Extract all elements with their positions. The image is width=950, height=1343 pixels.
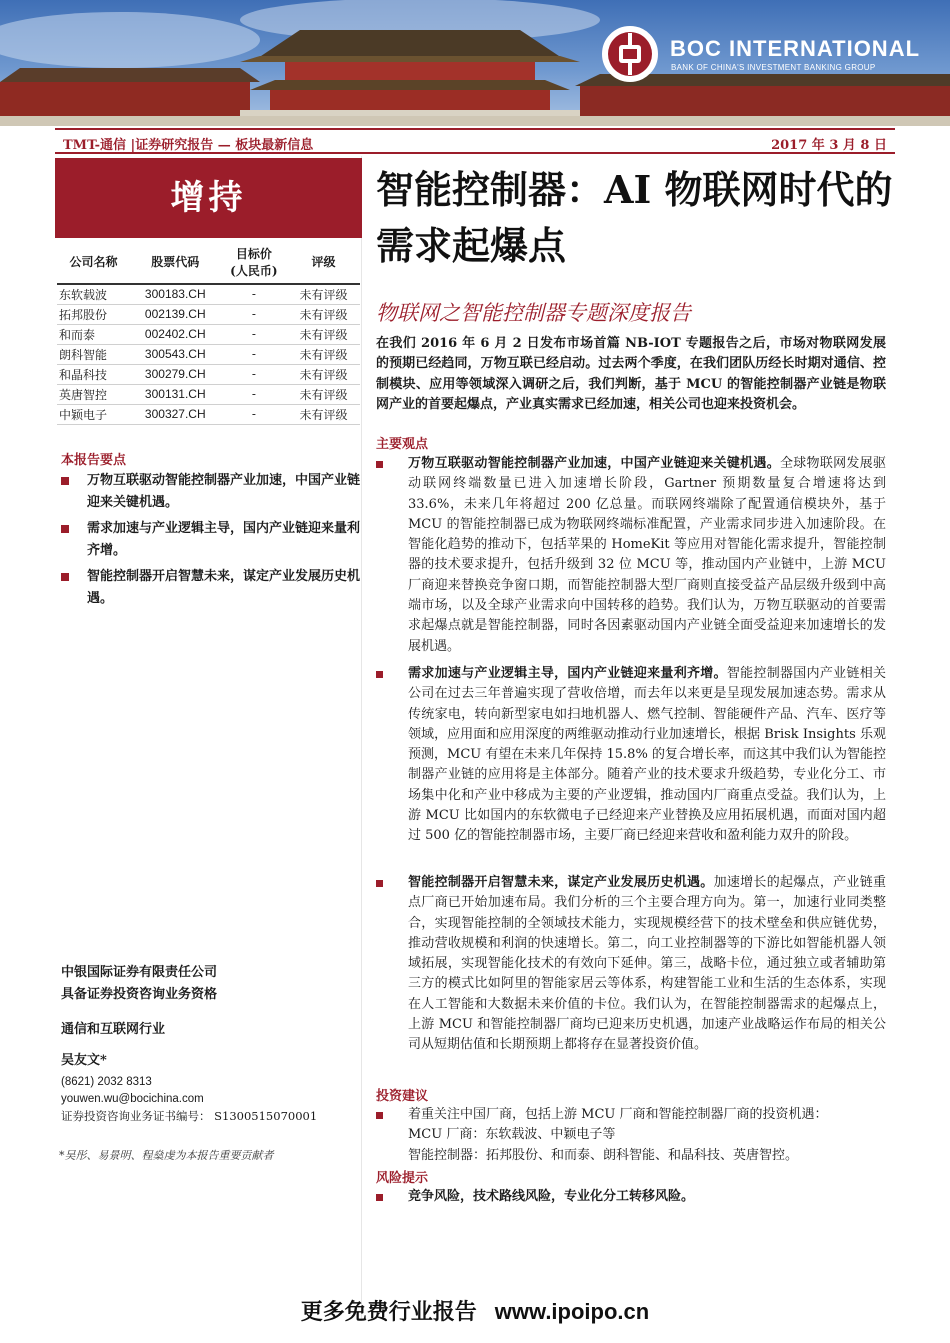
view-body: 智能控制器国内产业链相关公司在过去三年普遍实现了营收倍增，而去年以来更是呈现发展加速态势。需求从传统家电，转向新型家电如扫地机器人、燃气控制、智能硬件产品、汽车、医疗等领域，应用面和应用深度的两维驱动推动行业加速增长，根据 Brisk Insights 乐观预测，MCU 有望在未来几年保持 15.8% 的复合增长率，而这其中我们认为智能控制器产业链的应用将是主体部分。随着产业的技术要求升级趋势，专业化分工、市场集中化和产业中移成为主要的产业逻辑，推动国内厂商重点受益。我们认为，上游 MCU 比如国内的东软微电子已经迎来产业替换及应用拓展机遇，而面对国内超过 500 亿的智能控制器市场，主要厂商已经迎来营收和盈利能力双升的阶段。 — [408, 666, 886, 844]
col-header-name: 公司名称 — [57, 240, 130, 284]
col-header-target: 目标价 (人民币) — [221, 240, 287, 284]
list-item — [61, 518, 361, 562]
table-row — [57, 304, 360, 324]
list-item — [376, 454, 886, 657]
stock-name: 和而泰 — [57, 324, 130, 344]
stock-name: 朗科智能 — [57, 344, 130, 364]
stock-target: - — [221, 384, 287, 404]
stock-name: 英唐智控 — [57, 384, 130, 404]
col-header-rating: 评级 — [287, 240, 360, 284]
col-header-code: 股票代码 — [130, 240, 221, 284]
key-points-title: 本报告要点 — [61, 453, 127, 468]
key-point-text: 智能控制器开启智慧未来，谋定产业发展历史机遇。 — [87, 569, 361, 606]
industry-label: 通信和互联网行业 — [61, 1022, 166, 1037]
stock-rating: 未有评级 — [287, 284, 360, 304]
report-title: 智能控制器：AI 物联网时代的需求起爆点 — [376, 167, 893, 268]
table-row — [57, 364, 360, 384]
table-row — [57, 324, 360, 344]
table-row — [57, 284, 360, 304]
stock-code: 300131.CH — [130, 384, 221, 404]
key-points-list — [61, 470, 361, 614]
list-item — [61, 470, 361, 514]
stock-target: - — [221, 304, 287, 324]
footer-text: 更多免费行业报告 — [300, 1299, 477, 1325]
stock-rating: 未有评级 — [287, 404, 360, 424]
stock-code: 300327.CH — [130, 404, 221, 424]
analyst-email[interactable]: youwen.wu@bocichina.com — [61, 1093, 204, 1105]
stock-rating: 未有评级 — [287, 344, 360, 364]
key-point-text: 需求加速与产业逻辑主导，国内产业链迎来量利齐增。 — [87, 521, 361, 558]
table-row — [57, 384, 360, 404]
company-qualification: 具备证券投资咨询业务资格 — [61, 987, 218, 1002]
stock-table — [57, 240, 360, 425]
rating-badge: 增持 — [55, 158, 362, 238]
list-item — [376, 1105, 886, 1166]
company-info — [61, 962, 217, 1006]
report-subtitle: 物联网之智能控制器专题深度报告 — [376, 301, 691, 325]
category-bar — [55, 128, 895, 154]
stock-code: 002402.CH — [130, 324, 221, 344]
stock-target: - — [221, 404, 287, 424]
stock-target: - — [221, 284, 287, 304]
left-sidebar — [55, 156, 362, 1319]
bullet-square-icon — [376, 461, 383, 468]
analyst-contact — [61, 1074, 317, 1125]
table-row — [57, 344, 360, 364]
analyst-name: 吴友文* — [61, 1053, 107, 1068]
bullet-square-icon — [61, 573, 69, 581]
stock-name: 拓邦股份 — [57, 304, 130, 324]
view-lead: 万物互联驱动智能控制器产业加速，中国产业链迎来关键机遇。 — [408, 456, 780, 471]
stock-name: 东软载波 — [57, 284, 130, 304]
analyst-license: 证券投资咨询业务证书编号： S1300515070001 — [61, 1109, 318, 1123]
list-item — [61, 566, 361, 610]
risk-title: 风险提示 — [376, 1171, 429, 1186]
stock-name: 和晶科技 — [57, 364, 130, 384]
view-body: 加速增长的起爆点，产业链重点厂商已开始加速布局。我们分析的三个主要合理方向为。第一，加速行业同类整合，实现智能控制的全领域技术能力，实现规模经营下的技术壁垒和供应链优势，推动营收规模和利润的快速增长。第二，向工业控制器等的下游比如智能机器人领域拓展，实现智能化技术的有效向下延伸。第三，战略卡位，通过独立或者辅助第三方的模式比如阿里的智能家居云等体系，构建智能工业和生活的生态体系，实现在人工智能和大数据未来价值的卡位。我们认为，在智能控制器需求的起爆点上，上游 MCU 和智能控制器厂商均已迎来历史机遇，加速产业战略运作布局的相关公司从短期估值和长期预期上都将存在显著投资价值。 — [408, 875, 886, 1053]
brand-name: BOC INTERNATIONAL — [670, 36, 921, 61]
stock-target: - — [221, 344, 287, 364]
header-banner — [0, 0, 950, 126]
stock-code: 002139.CH — [130, 304, 221, 324]
company-name: 中银国际证券有限责任公司 — [61, 965, 218, 980]
key-point-text: 万物互联驱动智能控制器产业加速，中国产业链迎来关键机遇。 — [87, 473, 361, 510]
stock-rating: 未有评级 — [287, 304, 360, 324]
table-row — [57, 404, 360, 424]
stock-code: 300279.CH — [130, 364, 221, 384]
stock-rating: 未有评级 — [287, 364, 360, 384]
stock-rating: 未有评级 — [287, 384, 360, 404]
brand-subtitle: BANK OF CHINA'S INVESTMENT BANKING GROUP — [671, 63, 876, 72]
list-item — [376, 873, 886, 1056]
bullet-square-icon — [61, 525, 69, 533]
stock-target: - — [221, 324, 287, 344]
investment-advice-title: 投资建议 — [376, 1089, 429, 1104]
contributors-note: *吴彤、易景明、程燊虔为本报告重要贡献者 — [59, 1149, 274, 1162]
bullet-square-icon — [376, 1194, 383, 1201]
report-intro: 在我们 2016 年 6 月 2 日发布市场首篇 NB-IOT 专题报告之后，市场对物联网发展的预期已经趋同，万物互联已经启动。过去两个季度，在我们团队历经长时期对通信、控制模块、应用等领域深入调研之后，我们判断，基于 MCU 的智能控制器产业链是物联网产业的首要起爆点，产业真实需求已经加速，相关公司也迎来投资机会。 — [376, 336, 886, 412]
view-lead: 需求加速与产业逻辑主导，国内产业链迎来量利齐增。 — [408, 666, 727, 681]
bullet-square-icon — [61, 477, 69, 485]
stock-name: 中颖电子 — [57, 404, 130, 424]
report-date: 2017 年 3 月 8 日 — [771, 138, 887, 153]
footer-url[interactable]: www.ipoipo.cn — [494, 1299, 650, 1324]
stock-target: - — [221, 364, 287, 384]
invest-line: 着重关注中国厂商，包括上游 MCU 厂商和智能控制器厂商的投资机遇： — [408, 1107, 828, 1122]
stock-code: 300543.CH — [130, 344, 221, 364]
main-views-title: 主要观点 — [376, 437, 429, 452]
bullet-square-icon — [376, 1112, 383, 1119]
report-category: TMT-通信 |证券研究报告 — 板块最新信息 — [63, 138, 314, 153]
bullet-square-icon — [376, 880, 383, 887]
risk-text: 竞争风险，技术路线风险，专业化分工转移风险。 — [408, 1189, 695, 1204]
stock-rating: 未有评级 — [287, 324, 360, 344]
list-item — [376, 664, 886, 847]
footer-promo — [0, 1295, 950, 1326]
bullet-square-icon — [376, 671, 383, 678]
view-body: 全球物联网发展驱动联网终端数量已进入加速增长阶段，Gartner 预期数量复合增速将达到 33.6%，未来几年将超过 200 亿总量。而联网终端除了配置通信模块外，基于 MCU 的智能控制器已成为物联网终端标准配置，产业需求同步进入加速阶段。在智能化趋势的推动下，包括苹果的 HomeKit 等应用对智能化需求提升，智能控制器的技术要求提升，包括升级到 32 位 MCU 等，推动国内产业链中，上游 MCU 厂商迎来替换竞争窗口期，而智能控制器大型厂商则直接受益产品层级升级到中高端市场，以及全球产业需求向中国转移的趋势。我们认为，万物互联驱动的首要需求起爆点就是智能控制器，同时各因素驱动国内产业链全面受益迎来加速增长的发展机遇。 — [408, 456, 886, 654]
stock-code: 300183.CH — [130, 284, 221, 304]
invest-line: 智能控制器：拓邦股份、和而泰、朗科智能、和晶科技、英唐智控。 — [408, 1147, 799, 1163]
analyst-phone: (8621) 2032 8313 — [61, 1076, 152, 1088]
list-item — [376, 1187, 886, 1207]
view-lead: 智能控制器开启智慧未来，谋定产业发展历史机遇。 — [408, 875, 714, 890]
boc-logo-icon — [602, 26, 658, 82]
invest-line: MCU 厂商：东软载波、中颖电子等 — [408, 1127, 616, 1143]
